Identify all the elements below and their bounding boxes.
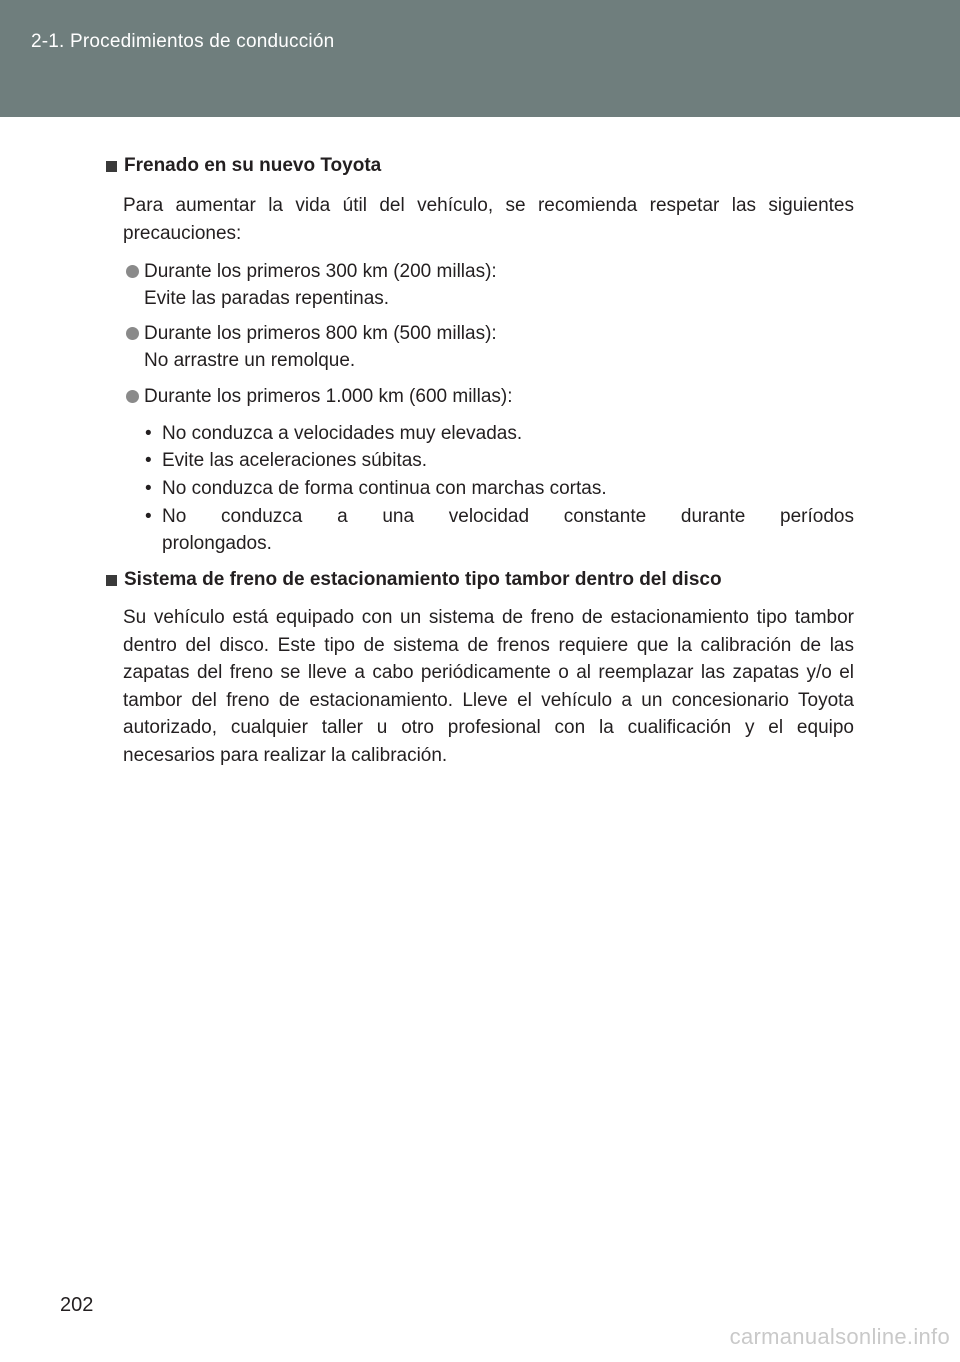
sub-item-text: No conduzca de forma continua con marchas cortas. xyxy=(162,478,607,499)
sub-item-text-continued: prolongados. xyxy=(162,533,272,554)
square-bullet-icon xyxy=(106,575,117,586)
page-number: 202 xyxy=(60,1294,94,1316)
bullet-line: No arrastre un remolque. xyxy=(144,350,356,371)
header-bar xyxy=(0,0,960,117)
sub-item-text: No conduzca a velocidades muy elevadas. xyxy=(162,423,523,444)
dot-marker: • xyxy=(145,506,152,527)
intro-paragraph: Para aumentar la vida útil del vehículo, se recomienda respetar las siguientes precauciones: xyxy=(123,195,854,244)
section-heading-parking-brake xyxy=(106,569,722,591)
bullet-line: Durante los primeros 300 km (200 millas): xyxy=(144,261,497,282)
bullet-line: Evite las paradas repentinas. xyxy=(144,288,390,309)
section-title: 2-1. Procedimientos de conducción xyxy=(31,31,335,52)
dot-marker: • xyxy=(145,450,152,471)
parking-brake-paragraph: Su vehículo está equipado con un sistema de freno de estacionamiento tipo tambor dentro del disco. Este tipo de sistema de frenos requiere que la calibración de las zapatas del freno se lleve a cabo periódicamente o al reemplazar las zapatas y/o el tambor del freno de estacionamiento. Lleve el vehículo a un concesionario Toyota autorizado, cualquier taller u otro profesional con la cualificación y el equipo necesarios para realizar la calibración. xyxy=(123,607,854,766)
sub-item xyxy=(145,420,854,447)
circle-bullet-icon xyxy=(126,265,139,278)
square-bullet-icon xyxy=(106,161,117,172)
circle-bullet-icon xyxy=(126,390,139,403)
watermark: carmanualsonline.info xyxy=(729,1324,950,1349)
dot-marker: • xyxy=(145,423,152,444)
bullet-item xyxy=(126,320,497,374)
heading-text: Sistema de freno de estacionamiento tipo tambor dentro del disco xyxy=(124,569,722,590)
section-heading-braking xyxy=(106,155,381,177)
sub-item xyxy=(145,447,854,474)
bullet-item xyxy=(126,258,497,312)
dot-marker: • xyxy=(145,478,152,499)
circle-bullet-icon xyxy=(126,327,139,340)
heading-text: Frenado en su nuevo Toyota xyxy=(124,155,382,176)
sub-item xyxy=(145,475,854,502)
sub-item xyxy=(145,503,854,557)
sub-item-text: Evite las aceleraciones súbitas. xyxy=(162,450,428,471)
bullet-line: Durante los primeros 1.000 km (600 millas): xyxy=(144,386,513,407)
bullet-line: Durante los primeros 800 km (500 millas): xyxy=(144,323,497,344)
bullet-item xyxy=(126,383,513,410)
sub-item-text: No conduzca a una velocidad constante durante períodos xyxy=(162,506,854,527)
